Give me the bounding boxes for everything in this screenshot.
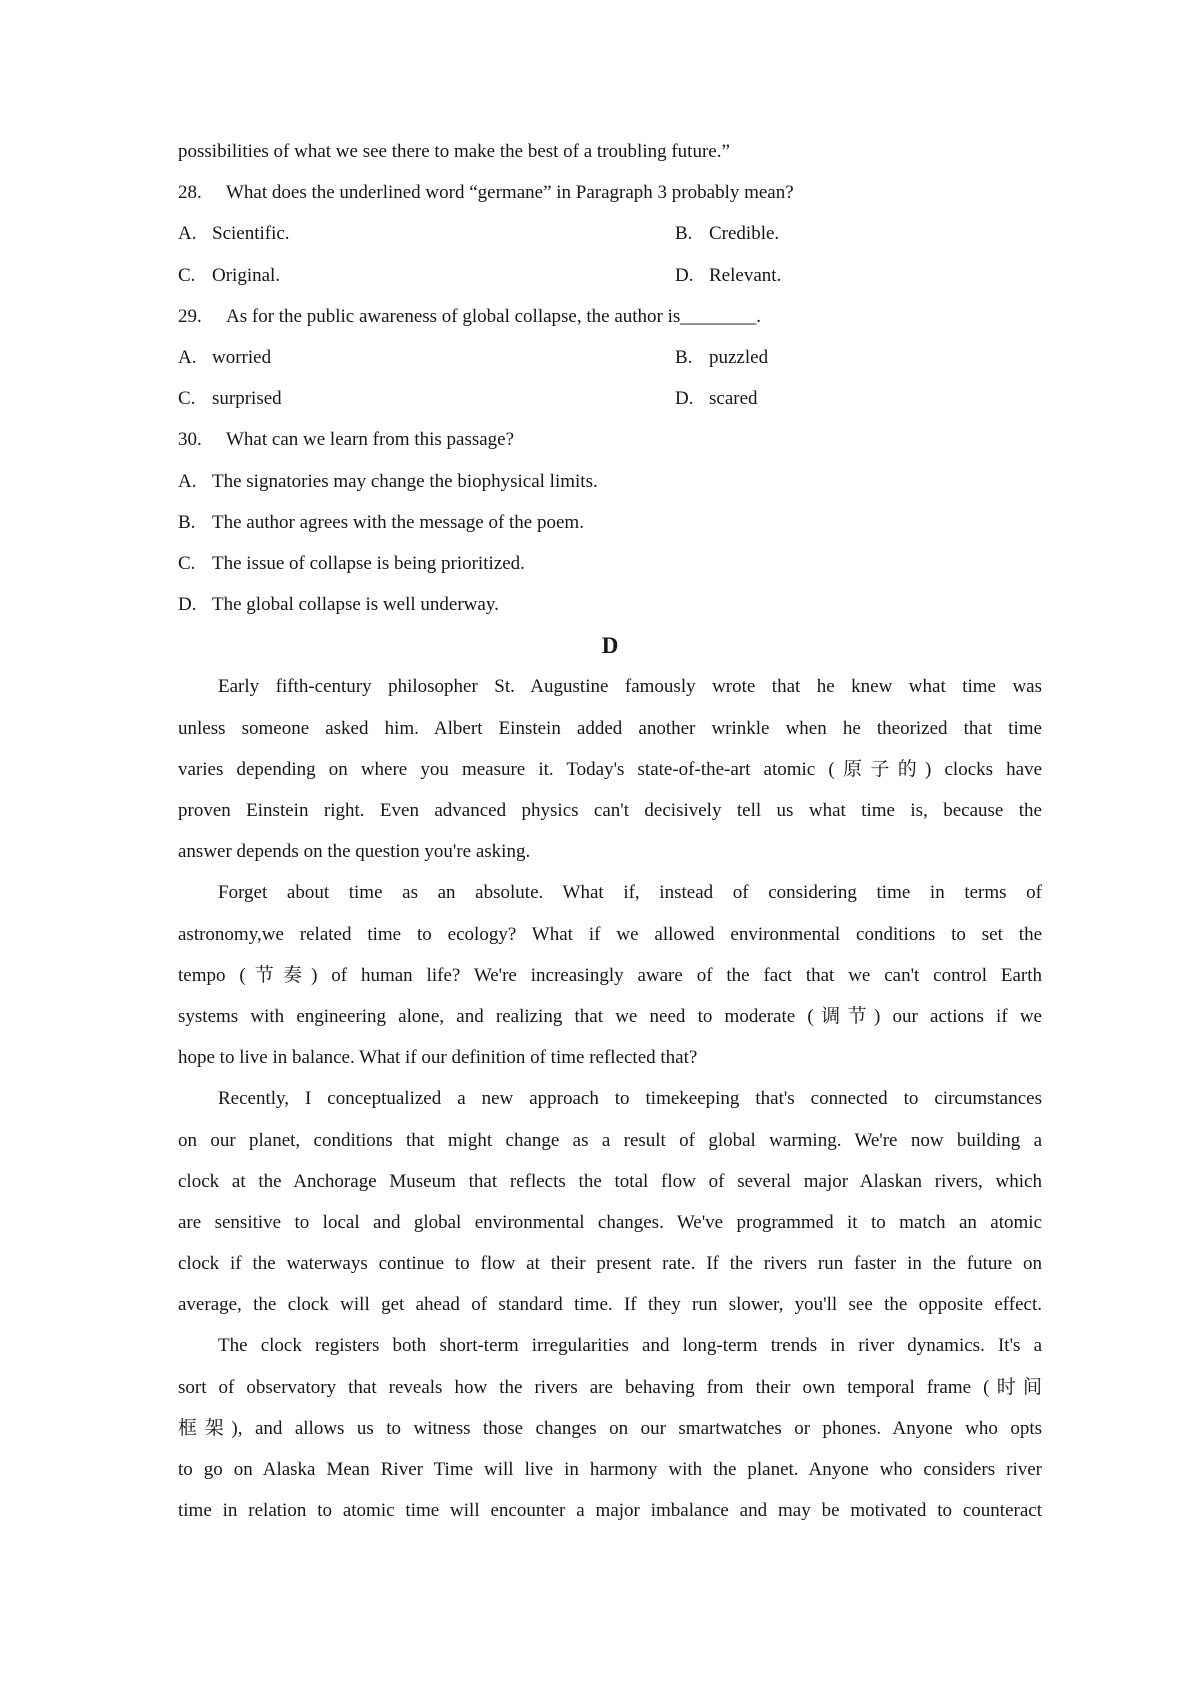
question-29-options-row-2 xyxy=(178,378,1042,419)
option-text: The signatories may change the biophysical limits. xyxy=(212,470,598,492)
passage-line: unless someone asked him. Albert Einstein added another wrinkle when he theorized that time xyxy=(178,717,1042,739)
passage-line: Recently, I conceptualized a new approach to timekeeping that's connected to circumstances xyxy=(218,1088,1042,1110)
question-28-options-row-1 xyxy=(178,213,1042,254)
option-30-b xyxy=(178,502,1042,543)
passage-line: average, the clock will get ahead of standard time. If they run slower, you'll see the opposite effect. xyxy=(178,1294,1042,1316)
question-28-options-row-2 xyxy=(178,255,1042,296)
option-text: The issue of collapse is being prioritized. xyxy=(212,552,525,574)
passage-line: time in relation to atomic time will encounter a major imbalance and may be motivated to counteract xyxy=(178,1500,1042,1522)
passage-line: on our planet, conditions that might change as a result of global warming. We're now building a xyxy=(178,1129,1042,1151)
question-number: 28. xyxy=(178,182,202,204)
passage-line: are sensitive to local and global environmental changes. We've programmed it to match an atomic xyxy=(178,1211,1042,1233)
option-text: puzzled xyxy=(709,346,769,368)
question-text: What does the underlined word “germane” in Paragraph 3 probably mean? xyxy=(226,182,794,204)
option-29-c xyxy=(178,378,675,419)
option-text: Relevant. xyxy=(709,264,782,286)
passage-line: The clock registers both short-term irregularities and long-term trends in river dynamics. It's a xyxy=(218,1335,1042,1357)
passage-line: 框架), and allows us to witness those changes on our smartwatches or phones. Anyone who opts xyxy=(178,1417,1042,1439)
option-label: C. xyxy=(178,552,196,574)
passage-line: proven Einstein right. Even advanced physics can't decisively tell us what time is, because the xyxy=(178,800,1042,821)
option-29-b xyxy=(675,337,1042,378)
option-text: Scientific. xyxy=(212,223,290,245)
option-label: C. xyxy=(178,388,196,410)
question-29 xyxy=(178,296,1042,337)
question-28 xyxy=(178,172,1042,213)
option-label: D. xyxy=(675,264,694,286)
passage-line: hope to live in balance. What if our definition of time reflected that? xyxy=(178,1047,698,1069)
option-text: The global collapse is well underway. xyxy=(212,594,499,616)
question-number: 29. xyxy=(178,305,202,327)
passage-line: answer depends on the question you're asking. xyxy=(178,841,531,863)
passage-line: Early fifth-century philosopher St. Augustine famously wrote that he knew what time was xyxy=(218,676,1042,698)
option-28-d xyxy=(675,255,1042,296)
passage-section-heading: D xyxy=(601,633,619,659)
option-text: scared xyxy=(709,388,758,410)
option-label: A. xyxy=(178,470,197,492)
option-30-a xyxy=(178,461,1042,502)
option-30-d xyxy=(178,584,1042,625)
passage-line: clock at the Anchorage Museum that reflects the total flow of several major Alaskan rivers, which xyxy=(178,1170,1042,1192)
option-text: surprised xyxy=(212,388,282,410)
passage-line: Forget about time as an absolute. What if, instead of considering time in terms of xyxy=(218,882,1042,904)
option-28-b xyxy=(675,213,1042,254)
option-text: Credible. xyxy=(709,223,780,245)
question-30 xyxy=(178,419,1042,460)
passage-line: to go on Alaska Mean River Time will live in harmony with the planet. Anyone who considers river xyxy=(178,1459,1042,1480)
page-content xyxy=(178,131,1042,1531)
option-label: C. xyxy=(178,264,196,286)
option-text: The author agrees with the message of the poem. xyxy=(212,511,584,533)
passage-line: astronomy,we related time to ecology? What if we allowed environmental conditions to set the xyxy=(178,923,1042,945)
option-28-c xyxy=(178,255,675,296)
passage-line: varies depending on where you measure it. Today's state-of-the-art atomic (原子的) clocks have xyxy=(178,758,1042,780)
option-label: A. xyxy=(178,223,197,245)
option-label: B. xyxy=(178,511,196,533)
option-label: D. xyxy=(675,388,694,410)
option-text: Original. xyxy=(212,264,281,286)
question-text: As for the public awareness of global collapse, the author is________. xyxy=(226,305,762,327)
option-28-a xyxy=(178,213,675,254)
option-label: A. xyxy=(178,346,197,368)
passage-continuation-line: possibilities of what we see there to make the best of a troubling future.” xyxy=(178,141,730,162)
passage-line: systems with engineering alone, and realizing that we need to moderate (调节) our actions if we xyxy=(178,1005,1042,1027)
option-text: worried xyxy=(212,346,272,368)
passage-line: clock if the waterways continue to flow at their present rate. If the rivers run faster in the future on xyxy=(178,1253,1042,1275)
option-label: B. xyxy=(675,223,693,245)
passage-line: sort of observatory that reveals how the rivers are behaving from their own temporal frame (时间 xyxy=(178,1376,1042,1398)
question-29-options-row-1 xyxy=(178,337,1042,378)
question-text: What can we learn from this passage? xyxy=(226,429,515,451)
option-30-c xyxy=(178,543,1042,584)
passage-line: tempo (节奏) of human life? We're increasingly aware of the fact that we can't control Earth xyxy=(178,964,1042,986)
option-label: D. xyxy=(178,594,197,616)
option-label: B. xyxy=(675,346,693,368)
option-29-a xyxy=(178,337,675,378)
question-number: 30. xyxy=(178,429,202,451)
option-29-d xyxy=(675,378,1042,419)
